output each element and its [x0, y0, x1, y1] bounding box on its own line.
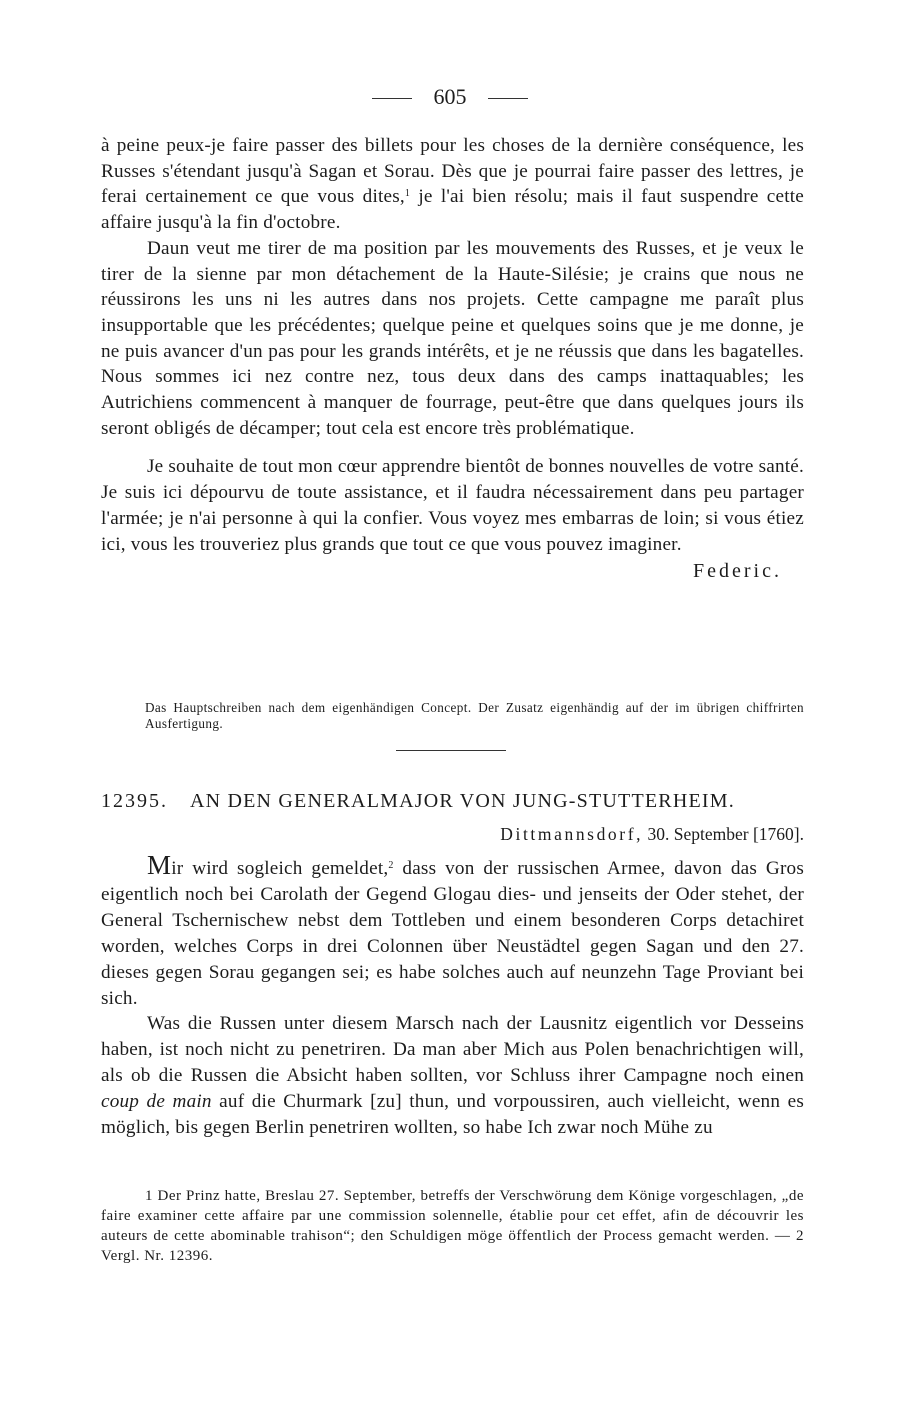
drop-cap: M: [147, 850, 172, 880]
document-paragraph-2: [101, 1011, 804, 1141]
document-heading: [101, 790, 804, 813]
header-dash-right: [488, 98, 528, 99]
footnote-2-text: 2 Vergl. Nr. 12396.: [101, 1228, 804, 1264]
letter-paragraph-1-text-cont: je l'ai bien résolu; mais il faut suspendre cette affaire jusqu'à la fin d'octobre.: [101, 186, 804, 234]
page-number: 605: [433, 84, 467, 109]
document-paragraph-1: [101, 850, 805, 1011]
signature: Federic.: [693, 560, 782, 583]
header-dash-left: [372, 98, 412, 99]
footnote-ref-1: 1: [404, 188, 411, 200]
footnote-1-text: 1 Der Prinz hatte, Breslau 27. September, betreffs der Verschwörung dem Könige vorgeschlagen, „de faire examiner cette affaire par une commission solennelle, établie pour cet effet, afin de découvrir les auteurs de cette abominable trahison“; den Schuldigen möge öffentlich der Process gemacht werden. —: [101, 1188, 804, 1244]
source-note: [101, 700, 804, 732]
document-title: AN DEN GENERALMAJOR VON JUNG-STUTTERHEIM.: [190, 790, 735, 812]
source-note-text: Das Hauptschreiben nach dem eigenhändigen Concept. Der Zusatz eigenhändig auf der im übrigen chiffrirten Ausfertigung.: [145, 700, 804, 731]
letter-paragraph-1: [101, 133, 804, 236]
letter-continuation: [101, 133, 804, 585]
footnote-1: [101, 1186, 804, 1266]
letter-paragraph-1-text: à peine peux-je faire passer des billets pour les choses de la dernière conséquence, les Russes s'étendant jusqu'à Sagan et Sorau. Dès que je pourrai faire passer des lettres, je ferai certainement ce que vous dites,: [101, 135, 804, 208]
page-header: [0, 84, 900, 110]
footnotes: [101, 1186, 804, 1266]
dateline: [500, 824, 804, 845]
document-number: 12395.: [101, 790, 168, 812]
section-divider: [396, 750, 506, 751]
document-paragraph-1-text: ir wird sogleich gemeldet,: [171, 858, 389, 879]
document-paragraph-1-text-cont: dass von der russischen Armee, davon das Gros eigentlich noch bei Carolath der Gegend Glogau dies- und jenseits der Oder stehet, der General Tschernischew nebst dem Tottleben und einem besonderen Corps detachiret worden, welches Corps in drei Colonnen über Neustädtel gegen Sagan und den 27. dieses gegen Sorau gegangen sei; es habe solches auch auf neunzehn Tage Proviant bei sich.: [101, 858, 805, 1009]
document-paragraph-2-text: Was die Russen unter diesem Marsch nach der Lausnitz eigentlich vor Desseins haben, ist noch nicht zu penetriren. Da man aber Mich aus Polen benachrichtigen will, als ob die Russen die Absicht haben sollten, vor Schluss ihrer Campagne noch einen: [101, 1013, 804, 1087]
letter-paragraph-3: Je souhaite de tout mon cœur apprendre bientôt de bonnes nouvelles de votre santé. Je suis ici dépourvu de toute assistance, et il faudra nécessairement dans peu partager l'armée; je n'ai personne à qui la confier. Vous voyez mes embarras de loin; si vous étiez ici, vous les trouveriez plus grands que tout ce que vous pouvez imaginer.: [101, 456, 804, 555]
italic-phrase: coup de main: [101, 1091, 212, 1113]
document-paragraph-2-text-cont: auf die Churmark [zu] thun, und vorpoussiren, auch vielleicht, wenn es möglich, bis gegen Berlin penetriren wollten, so habe Ich zwar noch Mühe zu: [101, 1091, 804, 1139]
document-body: [101, 850, 805, 1141]
dateline-date: 30. September [1760].: [643, 824, 804, 844]
dateline-place: Dittmannsdorf,: [500, 824, 644, 844]
footnote-ref-2: 2: [388, 860, 394, 871]
letter-paragraph-2: Daun veut me tirer de ma position par les mouvements des Russes, et je veux le tirer de la sienne par mon détachement de la Haute-Silésie; je crains que nous ne réussirons les uns ni les autres dans nos projets. Cette campagne me paraît plus insupportable que les précédentes; quelque peine et quelques soins que je me donne, je ne puis avancer d'un pas pour les grands intérêts, et je ne réussis que dans les bagatelles. Nous sommes ici nez contre nez, tous deux dans des camps inattaquables; les Autrichiens commencent à manquer de fourrage, peut-être que dans quelques jours ils seront obligés de décamper; tout cela est encore très problématique.: [101, 237, 804, 439]
